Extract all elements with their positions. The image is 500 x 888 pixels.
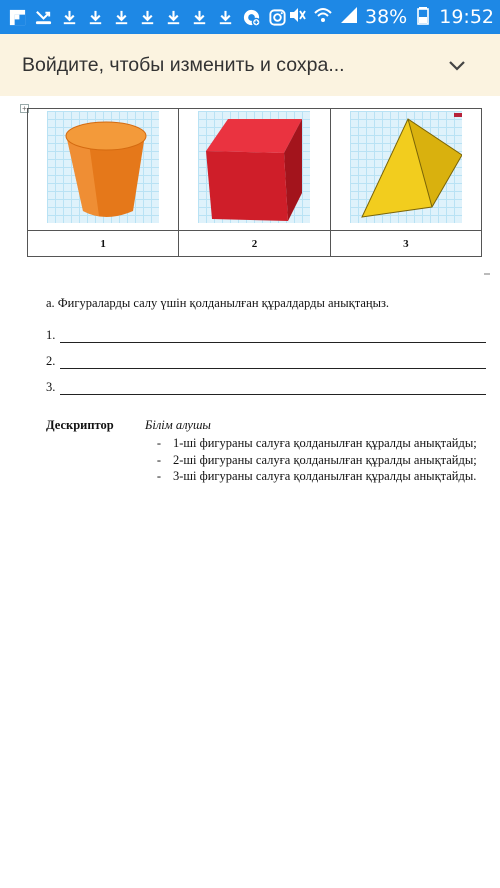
figure-number-1: 1 <box>28 231 179 257</box>
cube-image <box>198 111 310 223</box>
flipboard-icon <box>8 8 27 27</box>
table-anchor-icon[interactable]: + <box>20 104 29 113</box>
sign-in-banner-text: Войдите, чтобы изменить и сохра... <box>22 53 345 76</box>
mute-icon <box>287 5 307 30</box>
answer-line-3[interactable] <box>46 369 486 395</box>
cylinder-image <box>47 111 159 223</box>
figures-number-row <box>28 231 482 257</box>
photo-upload-icon <box>242 8 261 27</box>
answer-rule <box>60 331 486 343</box>
instagram-icon <box>268 8 287 27</box>
answer-line-2[interactable] <box>46 343 486 369</box>
figure-number-2: 2 <box>179 231 330 257</box>
download-icon <box>190 8 209 27</box>
descriptor-item-text: 1-ші фигураны салуға қолданылған құралды анықтайды; <box>173 436 477 450</box>
answer-number: 1. <box>46 328 56 342</box>
task-title: а. Фигураларды салу үшін қолданылған құралдарды анықтаңыз. <box>46 296 390 310</box>
figures-image-row <box>28 109 482 231</box>
figures-table <box>27 108 482 257</box>
download-icon <box>164 8 183 27</box>
clock: 19:52 <box>439 6 494 28</box>
battery-icon <box>413 5 433 30</box>
task-section <box>46 296 486 395</box>
download-icon <box>216 8 235 27</box>
descriptor-subtitle: Білім алушы <box>145 418 211 432</box>
battery-percent: 38% <box>365 6 408 28</box>
descriptor-item-text: 2-ші фигураны салуға қолданылған құралды анықтайды; <box>173 452 477 467</box>
chevron-down-icon[interactable] <box>444 52 470 78</box>
missed-call-icon <box>34 8 53 27</box>
system-status <box>287 5 494 30</box>
document-page <box>0 96 500 888</box>
descriptor-label: Дескриптор <box>46 418 114 432</box>
answer-number: 2. <box>46 354 56 368</box>
sign-in-banner[interactable] <box>0 34 500 96</box>
figure-number-3: 3 <box>330 231 481 257</box>
wifi-icon <box>313 5 333 30</box>
answer-rule <box>60 383 486 395</box>
figure-cell-3 <box>330 109 481 231</box>
answer-line-1[interactable] <box>46 317 486 343</box>
page-corner-mark <box>484 273 490 275</box>
descriptor-body <box>145 418 485 485</box>
download-icon <box>60 8 79 27</box>
figure-cell-1 <box>28 109 179 231</box>
descriptor-item: - 1-ші фигураны салуға қолданылған құралды анықтайды; <box>156 436 477 450</box>
download-icon <box>138 8 157 27</box>
answer-rule <box>60 357 486 369</box>
figure-cell-2 <box>179 109 330 231</box>
download-icon <box>112 8 131 27</box>
descriptor-item-text: 3-ші фигураны салуға қолданылған құралды анықтайды. <box>173 469 477 483</box>
signal-icon <box>339 5 359 30</box>
status-bar <box>0 0 500 34</box>
descriptor-item: - 3-ші фигураны салуға қолданылған құралды анықтайды. <box>156 469 477 483</box>
notification-icons <box>8 8 287 27</box>
descriptor-item: - 2-ші фигураны салуға қолданылған құралды анықтайды; <box>156 452 477 467</box>
pyramid-image <box>350 111 462 223</box>
answer-number: 3. <box>46 380 56 394</box>
download-icon <box>86 8 105 27</box>
